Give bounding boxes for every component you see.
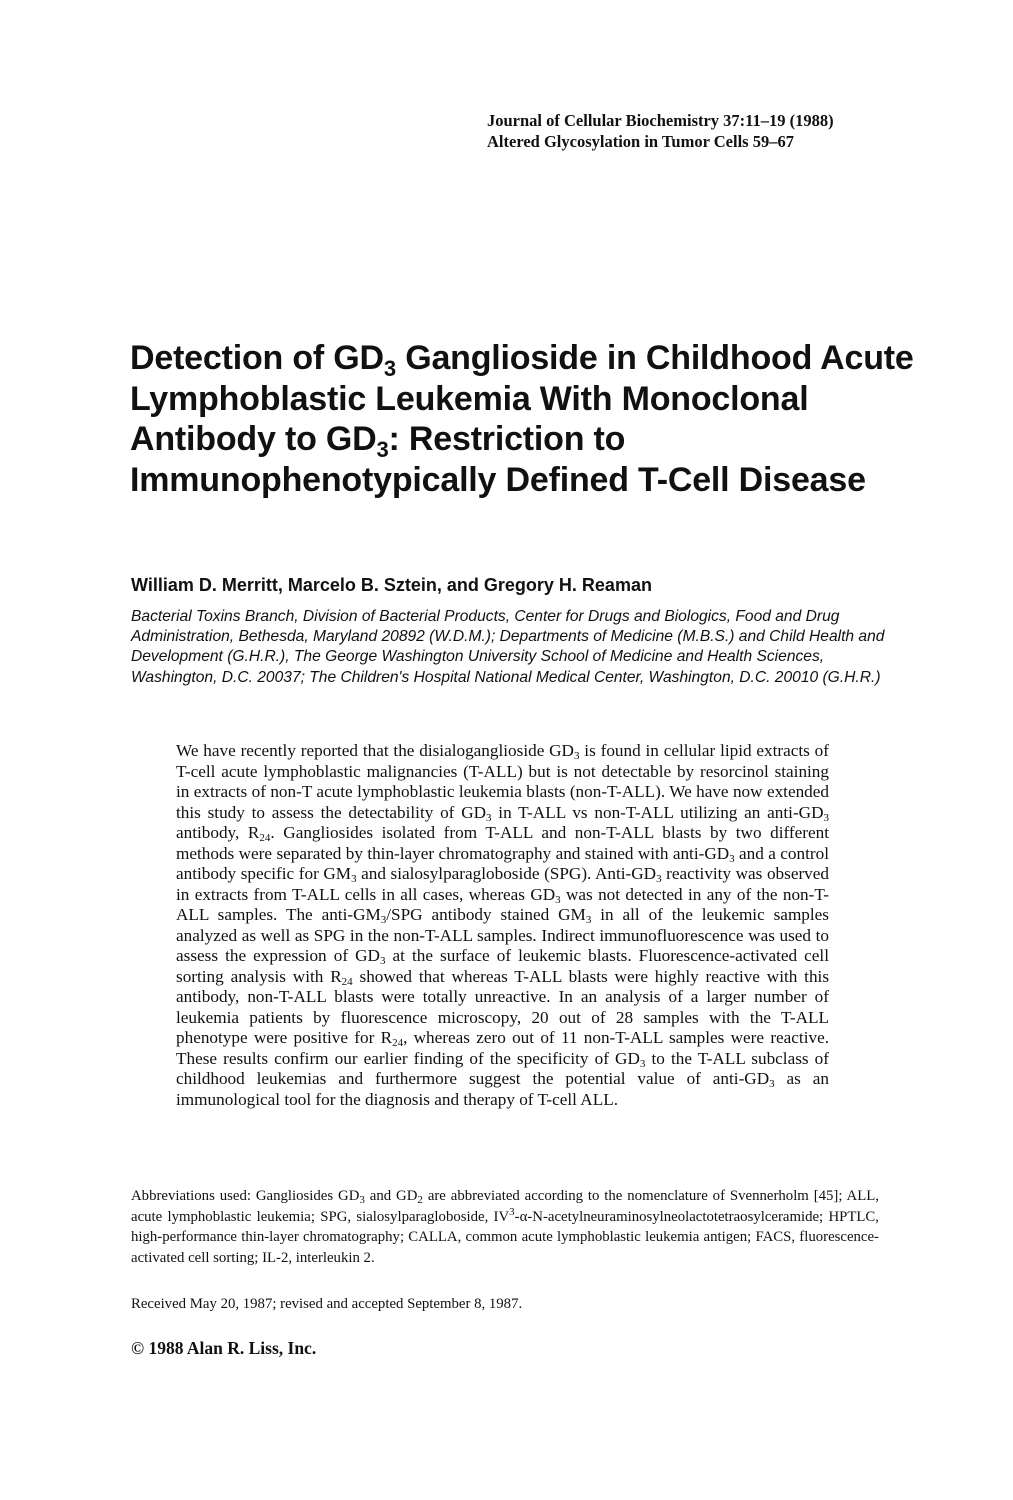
- received-date: Received May 20, 1987; revised and accepted September 8, 1987.: [131, 1296, 523, 1312]
- affiliations: Bacterial Toxins Branch, Division of Bacterial Products, Center for Drugs and Biologics, Food and Drug Administration, Bethesda, Maryland 20892 (W.D.M.); Departments of Medicine (M.B.S.) and Child Health and Development (G.H.R.), The George Washington University School of Medicine and Health Sciences, Washington, D.C. 20037; The Children's Hospital National Medical Center, Washington, D.C. 20010 (G.H.R.): [131, 608, 885, 686]
- abstract: We have recently reported that the disialoganglioside $GD_3$ is found in cellular lipid extracts of T-cell acute lymphoblastic malignancies (T-ALL) but is not detectable by resorcinol staining in extracts of non-T acute lymphoblastic leukemia blasts (non-T-ALL). We have now extended this study to assess the detectability of $GD_3$ in T-ALL vs non-T-ALL utilizing an anti-$GD_3$ antibody, $R_{24}$. Gangliosides isolated from T-ALL and non-T-ALL blasts by two different methods were separated by thin-layer chromatography and stained with anti-$GD_3$ and a control antibody specific for $GM_3$ and sialosylparagloboside (SPG). Anti-$GD_3$ reactivity was observed in extracts from T-ALL cells in all cases, whereas $GD_3$ was not detected in any of the non-T-ALL samples. The anti-$GM_3$/SPG antibody stained $GM_3$ in all of the leukemic samples analyzed as well as SPG in the non-T-ALL samples. Indirect immunofluorescence was used to assess the expression of $GD_3$ at the surface of leukemic blasts. Fluorescence-activated cell sorting analysis with $R_{24}$ showed that whereas T-ALL blasts were highly reactive with this antibody, non-T-ALL blasts were totally unreactive. In an analysis of a larger number of leukemia patients by fluorescence microscopy, 20 out of 28 samples with the T-ALL phenotype were positive for $R_{24}$, whereas zero out of 11 non-T-ALL samples were reactive. These results confirm our earlier finding of the specificity of $GD_3$ to the T-ALL subclass of childhood leukemias and furthermore suggest the potential value of anti-$GD_3$ as an immunological tool for the diagnosis and therapy of T-cell ALL.: [176, 741, 830, 1109]
- issue-title: Altered Glycosylation in Tumor Cells 59–67: [487, 132, 794, 151]
- paper-title: Detection of $GD_3$ Ganglioside in Childhood Acute Lymphoblastic Leukemia With Monoclonal Antibody to $GD_3$: Restriction to Immunophenotypically Defined T-Cell Disease: [130, 339, 914, 499]
- copyright-notice: © 1988 Alan R. Liss, Inc.: [131, 1338, 317, 1358]
- author-list: William D. Merritt, Marcelo B. Sztein, and Gregory H. Reaman: [131, 575, 652, 595]
- abbreviations-footnote: Abbreviations used: Gangliosides $GD_3$ and $GD_2$ are abbreviated according to the nomenclature of Svennerholm [45]; ALL, acute lymphoblastic leukemia; SPG, sialosylparagloboside, $IV^3-\alpha-N$-acetylneuraminosylneolactotetraosylceramide; HPTLC, high-performance thin-layer chromatography; CALLA, common acute lymphoblastic leukemia antigen; FACS, fluorescence-activated cell sorting; IL-2, interleukin 2.: [131, 1188, 880, 1266]
- journal-citation: Journal of Cellular Biochemistry 37:11–19 (1988): [487, 111, 834, 130]
- journal-header: [487, 110, 987, 152]
